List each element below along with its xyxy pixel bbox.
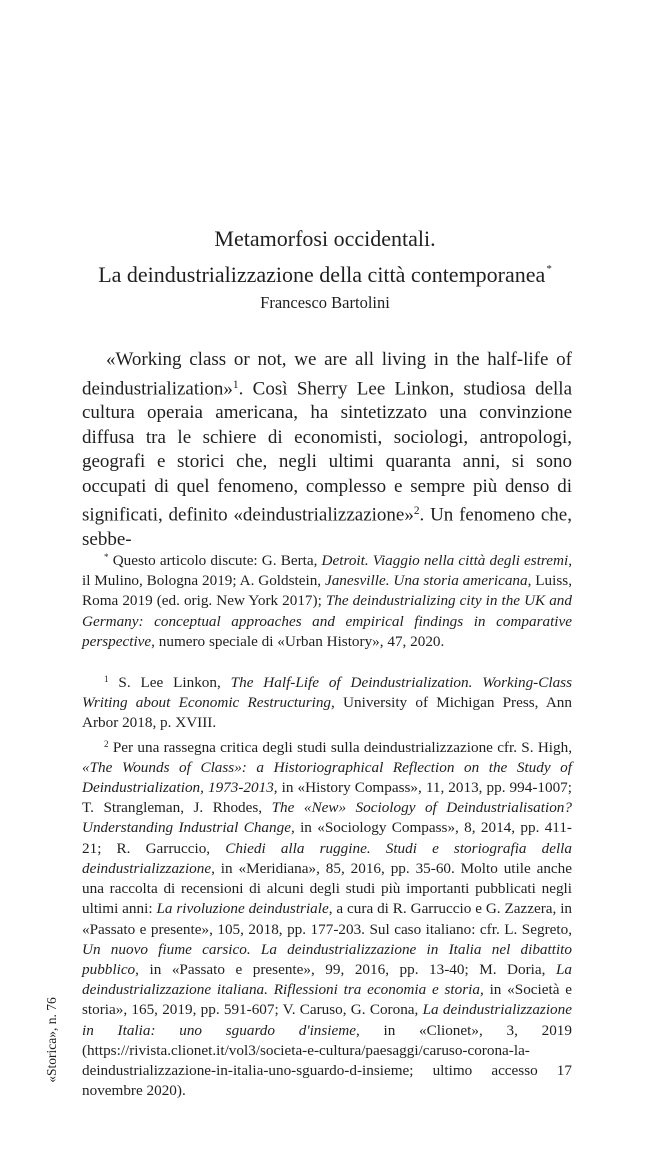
title-footnote-mark: * [546,263,552,275]
body-text [82,348,572,553]
fn-italic: Janesville. Una storia americana [324,572,528,590]
footnote-2 [82,734,572,1102]
body-text-3: . Un fenomeno che, sebbe- [82,504,572,551]
body-paragraph [82,348,572,553]
fn-text: , Luiss, Roma 2019 (ed. orig. New York 2017); [82,572,572,610]
fn-text: , in «Passato e presente», 99, 2016, pp. 13-40; M. Doria, [135,960,556,978]
journal-side-label: «Storica», n. 76 [44,997,59,1083]
fn-text: S. Lee Linkon, [118,674,231,692]
footnote-star [82,547,572,652]
fn-text: , il Mulino, Bologna 2019; A. Goldstein, [82,552,573,590]
footnote-ref-2: 2 [413,505,420,518]
body-text-1: «Working class or not, we are all living in the half-life of deindustrialization» [82,349,572,399]
fn-italic: The «New» Sociology of Deindustrialisation? Understanding Industrial Change [82,799,572,837]
footnote-ref-1: 1 [232,378,239,391]
fn-text: in «Società e storia», 165, 2019, pp. 591-607; V. Caruso, G. Corona, [82,981,573,1019]
fn-italic: The deindustrializing city in the UK and Germany: conceptual approaches and empirical findings in comparative perspective [82,592,572,650]
fn-text: , in «History Compass», 11, 2013, pp. 994-1007; T. Strangleman, J. Rhodes, [82,779,572,817]
fn-text: , in «Clionet», 3, 2019 (https://rivista.clionet.it/vol3/societa-e-cultura/paesaggi/caruso-corona-la-deindustrializzazione-in-italia-uno-sguardo-d-insieme; ultimo accesso 17 novembre 2020). [82,1021,572,1100]
footnote-1 [82,669,572,734]
article-title-line-1: Metamorfosi occidentali. [214,226,436,251]
footnote-1-mark: 1 [104,674,109,685]
footnote-star-mark: * [104,552,109,562]
fn-text: , numero speciale di «Urban History», 47, 2020. [151,632,445,650]
fn-italic: Detroit. Viaggio nella città degli estremi [321,552,569,570]
article-title-line-2 [0,254,650,290]
article-subtitle: La deindustrializzazione della città contemporanea [98,262,546,287]
fn-text: , University of Michigan Press, Ann Arbor 2018, p. XVIII. [82,694,572,732]
fn-italic: Un nuovo fiume carsico. La deindustrializzazione in Italia nel dibattito pubblico [82,940,572,978]
fn-text: Per una rassegna critica degli studi sulla deindustrializzazione cfr. S. High, [112,738,572,756]
fn-text: Questo articolo discute: G. Berta, [112,552,322,570]
footnotes [82,547,572,1101]
fn-italic: Chiedi alla ruggine. Studi e storiografia della deindustrializzazione [82,839,572,877]
fn-italic: La deindustrializzazione in Italia: uno sguardo d'insieme [82,1001,572,1039]
footnote-2-mark: 2 [104,738,109,749]
fn-text: , a cura di R. Garruccio e G. Zazzera, in «Passato e presente», 105, 2018, pp. 177-203. Sul caso italiano: cfr. L. Segreto, [82,900,573,938]
fn-italic: The Half-Life of Deindustrialization. Working-Class Writing about Economic Restructuring [82,674,573,712]
fn-italic: «The Wounds of Class»: a Historiographical Reflection on the Study of Deindustrialization, 1973-2013 [82,758,572,797]
fn-italic: La deindustrializzazione italiana. Riflessioni tra economia e storia, [82,960,572,999]
fn-italic: La rivoluzione deindustriale [156,900,329,918]
author-name: Francesco Bartolini [260,293,390,312]
fn-text: , in «Meridiana», 85, 2016, pp. 35-60. Molto utile anche una raccolta di recensioni di alcuni degli studi più importanti pubblicati negli ultimi anni: [82,859,572,918]
fn-text: , in «Sociology Compass», 8, 2014, pp. 411-21; R. Garruccio, [82,819,572,857]
body-text-2: . Così Sherry Lee Linkon, studiosa della cultura operaia americana, ha sintetizzato una convinzione diffusa tra le schiere di economisti, sociologi, antropologi, geografi e storici che, negli ultimi quaranta anni, si sono occupati di quel fenomeno, complesso e sempre più denso di significati, definito «deindustrializzazione» [82,377,572,526]
